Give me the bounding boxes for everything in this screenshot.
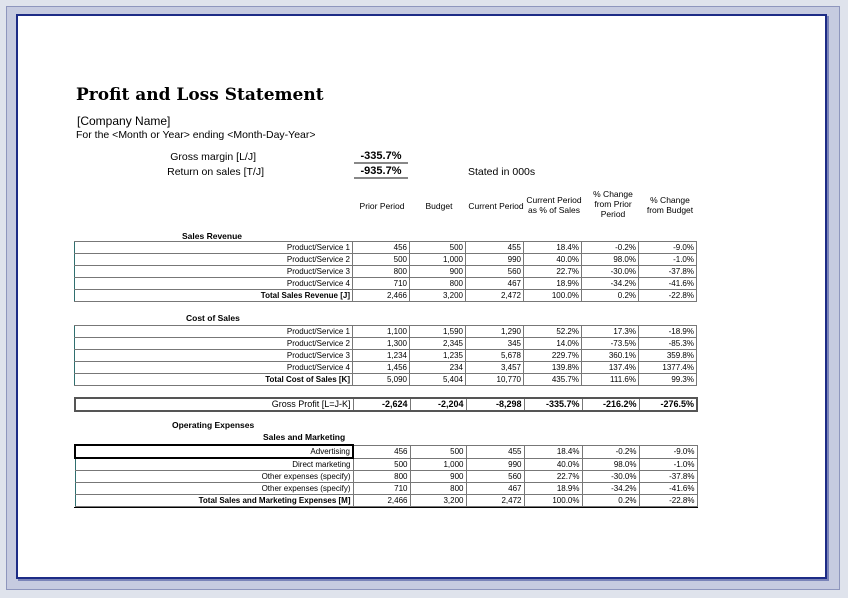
row-label[interactable]: Product/Service 3 [75,266,353,278]
cell-budget[interactable]: 800 [410,483,466,495]
cell-prior[interactable]: 500 [353,254,410,266]
cell-current[interactable]: 2,472 [466,290,524,302]
cell-chg-prior[interactable]: 0.2% [582,495,639,507]
cell-prior[interactable]: 456 [353,445,410,458]
row-label[interactable]: Product/Service 4 [75,278,353,290]
cell-prior[interactable]: 5,090 [353,374,410,386]
table-row[interactable] [75,483,697,495]
cell-chg-prior[interactable]: 111.6% [582,374,639,386]
cell-pct-sales[interactable]: 18.9% [524,278,582,290]
cell-pct-sales[interactable]: 40.0% [524,458,582,471]
gross-profit-row[interactable] [75,398,697,411]
total-row[interactable] [75,495,697,507]
cell-pct-sales[interactable]: 40.0% [524,254,582,266]
col-prior-period: Prior Period [359,201,405,211]
cell-chg-budget[interactable]: -22.8% [639,495,697,507]
page-title: Profit and Loss Statement [76,85,324,105]
gross-margin-label: Gross margin [L/J] [170,151,256,163]
cell-chg-prior[interactable]: -73.5% [582,338,639,350]
cell-pct-sales[interactable]: 139.8% [524,362,582,374]
cell-chg-prior[interactable]: 98.0% [582,458,639,471]
cell-budget[interactable]: 1,235 [410,350,466,362]
row-label[interactable]: Advertising [75,445,353,458]
table-row[interactable] [75,445,697,458]
cell-budget[interactable]: 800 [410,278,466,290]
cell-current[interactable]: 455 [466,445,524,458]
cell-current[interactable]: 345 [466,338,524,350]
cell-chg-budget[interactable]: -9.0% [639,242,697,254]
table-row[interactable] [75,278,697,290]
cell-prior[interactable]: 710 [353,483,410,495]
cell-pct-sales[interactable]: 22.7% [524,471,582,483]
company-name[interactable]: [Company Name] [77,114,171,128]
table-row[interactable] [75,458,697,471]
cell-pct-sales[interactable]: 435.7% [524,374,582,386]
cell-prior[interactable]: 456 [353,242,410,254]
cell-prior[interactable]: 2,466 [353,495,410,507]
table-row[interactable] [75,326,697,338]
return-on-sales-label: Return on sales [T/J] [167,166,264,178]
table-row[interactable] [75,242,697,254]
cell-budget[interactable]: 3,200 [410,290,466,302]
cell-pct-sales[interactable]: 14.0% [524,338,582,350]
cell-chg-budget[interactable]: -1.0% [639,458,697,471]
cell-chg-prior[interactable]: 98.0% [582,254,639,266]
cell-current[interactable]: 3,457 [466,362,524,374]
cell-current[interactable]: 1,290 [466,326,524,338]
cell-budget[interactable]: 900 [410,471,466,483]
cell-prior[interactable]: 2,466 [353,290,410,302]
total-row[interactable] [75,374,697,386]
cell-budget[interactable]: 900 [410,266,466,278]
cell-chg-prior[interactable]: 0.2% [582,290,639,302]
cell-prior[interactable]: 1,456 [353,362,410,374]
col-budget: Budget [425,201,453,211]
cell-pct-sales[interactable]: 52.2% [524,326,582,338]
col-current-period: Current Period [468,201,524,211]
cell-pct-sales[interactable]: 18.4% [524,445,582,458]
section-sales-revenue: Sales Revenue [182,231,243,241]
cell-pct-sales[interactable]: 18.9% [524,483,582,495]
cell-current[interactable]: 560 [466,471,524,483]
cell-pct-sales[interactable]: 22.7% [524,266,582,278]
total-row[interactable] [75,290,697,302]
cell-chg-prior[interactable]: -34.2% [582,278,639,290]
cell-pct-sales[interactable]: 229.7% [524,350,582,362]
cell-current[interactable]: 990 [466,458,524,471]
cell-prior[interactable]: 500 [353,458,410,471]
cell-chg-budget[interactable]: -18.9% [639,326,697,338]
cell-chg-prior[interactable]: -216.2% [582,398,639,411]
table-row[interactable] [75,254,697,266]
cell-chg-prior[interactable]: -0.2% [582,445,639,458]
table-row[interactable] [75,338,697,350]
cell-prior[interactable]: 800 [353,471,410,483]
section-operating-expenses: Operating Expenses [172,420,255,430]
col-pct-of-sales: Current Period as % of Sales [526,195,582,215]
total-label[interactable]: Total Cost of Sales [K] [75,374,353,386]
total-label[interactable]: Total Sales Revenue [J] [75,290,353,302]
table-row[interactable] [75,362,697,374]
cell-budget[interactable]: 234 [410,362,466,374]
col-change-budget: % Change from Budget [646,195,694,215]
cell-budget[interactable]: 3,200 [410,495,466,507]
table-row[interactable] [75,266,697,278]
cell-chg-prior[interactable]: 137.4% [582,362,639,374]
cell-current[interactable]: 467 [466,483,524,495]
cell-budget[interactable]: 5,404 [410,374,466,386]
cell-budget[interactable]: 1,590 [410,326,466,338]
cell-chg-budget[interactable]: -37.8% [639,266,697,278]
total-label[interactable]: Total Sales and Marketing Expenses [M] [75,495,353,507]
cell-chg-prior[interactable]: -34.2% [582,483,639,495]
cell-current[interactable]: 2,472 [466,495,524,507]
cell-prior[interactable]: -2,624 [353,398,410,411]
cell-pct-sales[interactable]: 18.4% [524,242,582,254]
cost-of-sales-table [74,325,697,386]
sales-revenue-table [74,241,697,302]
row-label[interactable]: Other expenses (specify) [75,471,353,483]
cell-chg-budget[interactable]: 1377.4% [639,362,697,374]
cell-current[interactable]: 455 [466,242,524,254]
row-label[interactable]: Other expenses (specify) [75,483,353,495]
cell-chg-budget[interactable]: -1.0% [639,254,697,266]
cell-budget[interactable]: 1,000 [410,458,466,471]
cell-budget[interactable]: 500 [410,242,466,254]
cell-pct-sales[interactable]: 100.0% [524,495,582,507]
cell-budget[interactable]: 1,000 [410,254,466,266]
cell-prior[interactable]: 1,234 [353,350,410,362]
cell-chg-budget[interactable]: 359.8% [639,350,697,362]
cell-prior[interactable]: 1,100 [353,326,410,338]
cell-budget[interactable]: -2,204 [410,398,466,411]
cell-chg-budget[interactable]: -37.8% [639,471,697,483]
cell-chg-budget[interactable]: -9.0% [639,445,697,458]
table-row[interactable] [75,471,697,483]
row-label[interactable]: Product/Service 2 [75,254,353,266]
row-label[interactable]: Product/Service 1 [75,242,353,254]
row-label[interactable]: Product/Service 4 [75,362,353,374]
row-label[interactable]: Product/Service 2 [75,338,353,350]
gross-profit-table [74,397,698,412]
cell-chg-prior[interactable]: -30.0% [582,471,639,483]
cell-budget[interactable]: 500 [410,445,466,458]
cell-chg-budget[interactable]: -41.6% [639,483,697,495]
cell-prior[interactable]: 1,300 [353,338,410,350]
cell-budget[interactable]: 2,345 [410,338,466,350]
cell-current[interactable]: 560 [466,266,524,278]
cell-pct-sales[interactable]: 100.0% [524,290,582,302]
cell-chg-prior[interactable]: 17.3% [582,326,639,338]
gross-margin-value: -335.7% [354,150,408,164]
section-cost-of-sales: Cost of Sales [186,313,240,323]
cell-chg-prior[interactable]: -0.2% [582,242,639,254]
cell-current[interactable]: 10,770 [466,374,524,386]
cell-current[interactable]: 467 [466,278,524,290]
row-label[interactable]: Product/Service 3 [75,350,353,362]
gross-profit-label[interactable]: Gross Profit [L=J-K] [75,398,353,411]
cell-prior[interactable]: 800 [353,266,410,278]
cell-current[interactable]: -8,298 [466,398,524,411]
subsection-sales-marketing: Sales and Marketing [263,432,346,442]
cell-chg-budget[interactable]: -41.6% [639,278,697,290]
return-on-sales-value: -935.7% [354,165,408,179]
period-line[interactable]: For the <Month or Year> ending <Month-Day-Year> [76,129,316,141]
col-change-prior: % Change from Prior Period [593,189,633,219]
cell-chg-budget[interactable]: -85.3% [639,338,697,350]
cell-pct-sales[interactable]: -335.7% [524,398,582,411]
cell-chg-budget[interactable]: 99.3% [639,374,697,386]
row-label[interactable]: Product/Service 1 [75,326,353,338]
cell-current[interactable]: 5,678 [466,350,524,362]
cell-chg-prior[interactable]: 360.1% [582,350,639,362]
table-row[interactable] [75,350,697,362]
cell-chg-budget[interactable]: -22.8% [639,290,697,302]
sales-marketing-table [74,444,698,507]
cell-prior[interactable]: 710 [353,278,410,290]
row-label[interactable]: Direct marketing [75,458,353,471]
cell-current[interactable]: 990 [466,254,524,266]
stated-in-note: Stated in 000s [468,166,536,178]
cell-chg-prior[interactable]: -30.0% [582,266,639,278]
cell-chg-budget[interactable]: -276.5% [639,398,697,411]
bottom-rule [74,507,698,508]
